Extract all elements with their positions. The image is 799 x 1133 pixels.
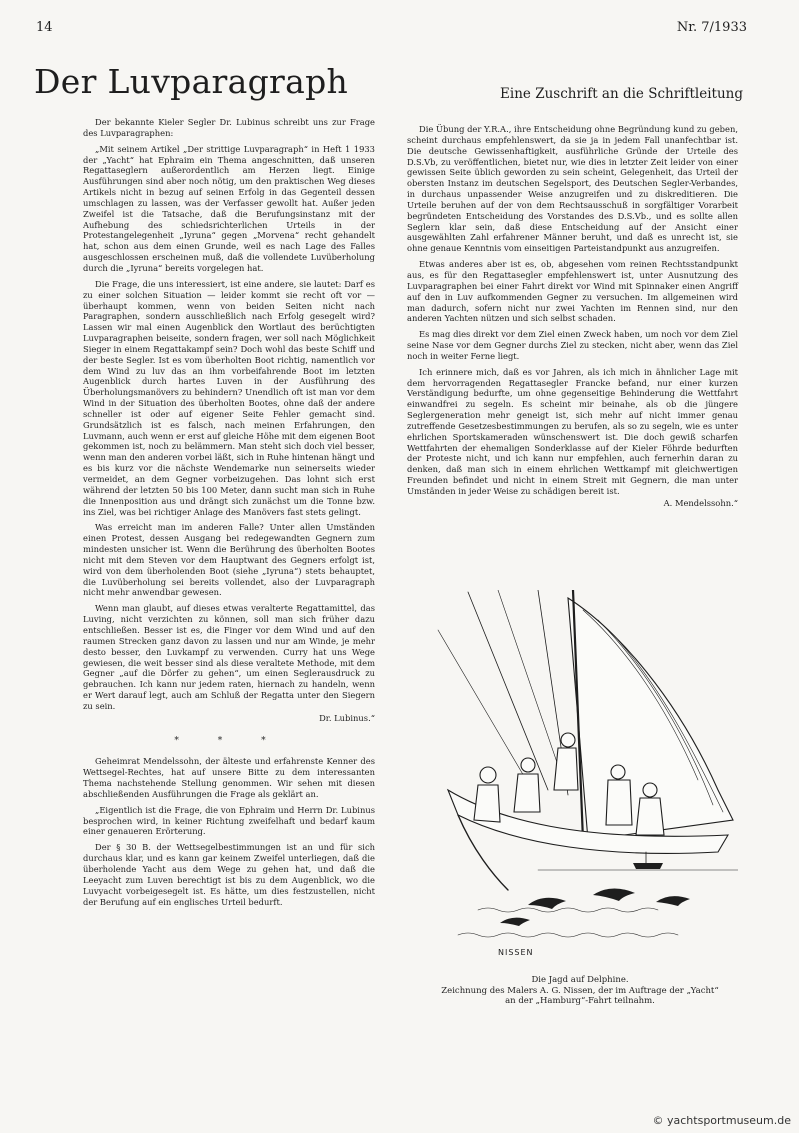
- paragraph: Der bekannte Kieler Segler Dr. Lubinus schreibt uns zur Frage des Luvparagraphen:: [83, 117, 375, 138]
- paragraph: Die Übung der Y.R.A., ihre Entscheidung ohne Begründung kund zu geben, scheint durchaus empfehlenswert, da sie ja in jedem Fall unanfechtbar ist. Die deutsche Gewissenhaftigkeit, ausführliche Gründe der Urteile des D.S.Vb, zu veröffentlichen, bietet nur, wie dies in letzter Zeit leider von einer gewissen Seite üblich geworden zu sein scheint, Gelegenheit, das Urteil der obersten Instanz im deutschen Segelsport, des Deutschen Segler-Verbandes, in durchaus unpassender Weise anzugreifen und zu diskreditieren. Die Urteile beruhen auf der von dem Rechtsausschuß in sorgfältiger Vorarbeit begründeten Entscheidung des Vorstandes des D.S.Vb., und es sollte allen Seglern klar sein, daß diese Entscheidung auf der Ansicht einer ausgewählten Zahl erfahrener Männer beruht, und daß es unrecht ist, sie ohne genaue Kenntnis vom einseitigen Parteistandpunkt aus anzugreifen.: [407, 124, 738, 254]
- artist-signature: NISSEN: [498, 948, 534, 957]
- paragraph: Der § 30 B. der Wettsegelbestimmungen ist an und für sich durchaus klar, und es kann gar keinem Zweifel unterliegen, daß die überholende Yacht aus dem Wege zu gehen hat, und daß die Leeyacht zum Luven berechtigt ist bis zu dem Augenblick, wo die Luvyacht vorbeigesegelt ist. Es hätte, um dies festzustellen, nicht der Berufung auf ein englisches Urteil bedurft.: [83, 842, 375, 907]
- dolphins-drawing: [500, 888, 690, 926]
- article-title: Der Luvparagraph: [34, 62, 349, 101]
- paragraph: Die Frage, die uns interessiert, ist eine andere, sie lautet: Darf es zu einer solchen Situation — leider kommt sie recht oft vor — überhaupt kommen, wenn von beiden Seiten nicht nach Paragraphen, sondern ausschließlich nach Erfolg gesegelt wird? Lassen wir mal einen Augenblick den Wortlaut des berüchtigten Luvparagraphen beiseite, sondern fragen, wer soll nach Möglichkeit Sieger in einem Regattakampf sein? Doch wohl das beste Schiff und der beste Segler. Ist es vom überholten Boot richtig, namentlich vor dem Wind zu luv das an ihm vorbeifahrende Boot im letzten Augenblick durch hartes Luven in der Ausführung des Überholungsmanövers zu behindern? Unendlich oft ist man vor dem Wind in der Situation des überholten Bootes, ohne daß der andere schneller ist oder auf eigener Seite Fehler gemacht sind. Grundsätzlich ist es falsch, nach meinen Erfahrungen, den Luvmann, auch wenn er erst auf gleiche Höhe mit dem eigenen Boot gekommen ist, noch zu belämmern. Man steht sich doch viel besser, wenn man den anderen vorbei läßt, sich in Ruhe hintenan hängt und es bis kurz vor die nächste Wendemarke nun seinerseits wieder vermeidet, an dem Gegner vorbeizugehen. Das lohnt sich erst während der letzten 50 bis 100 Meter, dann sucht man sich in Ruhe die Innenposition aus und drängt sich zunächst um die Tonne bzw. ins Ziel, was bei richtiger Anlage des Manövers fast stets gelingt.: [83, 278, 375, 517]
- paragraph: Ich erinnere mich, daß es vor Jahren, als ich mich in ähnlicher Lage mit dem hervorragenden Regattasegler Francke befand, nur einer kurzen Verständigung bedurfte, um ohne gegenseitige Behinderung die Wettfahrt einwandfrei zu segeln. Es scheint mir beinahe, als ob die jüngere Seglergeneration mehr geneigt ist, sich mehr auf nicht immer genau zutreffende Gesetzesbestimmungen zu berufen, als so zu segeln, wie es unter ehrlichen Sportskameraden wünschenswert ist. Die doch gewiß scharfen Wettfahrten der ehemaligen Sonderklasse auf der Kieler Föhrde bedurften der Proteste nicht, und ich kann nur empfehlen, auch fernerhin daran zu denken, daß man sich in einem ehrlichen Wettkampf mit gleichwertigen Freunden befindet und nicht in einem Streit mit Gegnern, die man unter Umständen in jeder Weise zu schädigen bereit ist.: [407, 366, 738, 496]
- issue-number: Nr. 7/1933: [676, 20, 747, 35]
- right-column: [407, 124, 738, 510]
- caption-title: Die Jagd auf Delphine.: [531, 975, 629, 985]
- paragraph: Etwas anderes aber ist es, ob, abgesehen vom reinen Rechtsstandpunkt aus, es für den Regattasegler empfehlenswert ist, unter Ausnutzung des Luvparagraphen bei einer Fahrt direkt vor Wind mit Spinnaker einen Angriff auf den in Luv aufkommenden Gegner zu versuchen. Im allgemeinen wird man dadurch, sofern nicht nur zwei Yachten im Rennen sind, nur den anderen Yachten nützen und sich selbst schaden.: [407, 259, 738, 324]
- illustration-caption: [420, 975, 740, 1007]
- paragraph: Es mag dies direkt vor dem Ziel einen Zweck haben, um noch vor dem Ziel seine Nase vor dem Gegner durchs Ziel zu stecken, nicht aber, wenn das Ziel noch in weiter Ferne liegt.: [407, 329, 738, 361]
- caption-line: an der „Hamburg“-Fahrt teilnahm.: [505, 996, 655, 1006]
- watermark: © yachtsportmuseum.de: [652, 1114, 791, 1127]
- paragraph: Wenn man glaubt, auf dieses etwas veralterte Regattamittel, das Luving, nicht verzichten zu können, soll man sich früher dazu entschließen. Besser ist es, die Finger vor dem Wind und auf den raumen Strecken ganz davon zu lassen und nur am Winde, je mehr desto besser, den Luvkampf zu verwenden. Curry hat uns Wege gewiesen, die weit besser sind als diese veraltete Methode, mit dem Gegner „auf die Dörfer zu gehen“, um einen Seglerausdruck zu gebrauchen. Ich kann nur jedem raten, hiernach zu handeln, wenn er Wert darauf legt, auch am Schluß der Regatta unter den Siegern zu sein.: [83, 603, 375, 711]
- paragraph: Was erreicht man im anderen Falle? Unter allen Umständen einen Protest, dessen Ausgang bei redegewandten Gegnern zum mindesten unsicher ist. Wenn die Berührung des überholten Bootes nicht mit dem Steven vor dem Hauptwant des Gegners erfolgt ist, wird von dem überholenden Boot (siehe „Iyruna“) stets behauptet, die Luvüberholung sei bereits vollendet, also der Luvparagraph nicht mehr anwendbar gewesen.: [83, 522, 375, 598]
- signature-mendelssohn: A. Mendelssohn.“: [663, 497, 738, 508]
- paragraph: „Mit seinem Artikel „Der strittige Luvparagraph“ in Heft 1 1933 der „Yacht“ hat Ephraim ein Thema angeschnitten, daß unseren Regattaseglern außerordentlich am Herzen liegt. Einige Ausführungen sind aber noch nötig, um den praktischen Weg dieses Artikels nicht in bezug auf seinen Erfolg in das Gegenteil dessen umschlagen zu lassen, was der Verfasser gewollt hat. Außer jeden Zweifel ist die Tatsache, daß die Berufungsinstanz mit der Aufhebung des schiedsrichterlichen Urteils in der Protestangelegenheit „Iyruna“ gegen „Morvena“ recht gehandelt hat, schon aus dem einen Grunde, weil es nach Lage des Falles ausgeschlossen erscheinen muß, daß die vollendete Luvüberholung durch die „Iyruna“ bereits vorgelegen hat.: [83, 143, 375, 273]
- page-number: 14: [36, 20, 53, 35]
- caption-line: Zeichnung des Malers A. G. Nissen, der im Auftrage der „Yacht“: [441, 985, 719, 996]
- paragraph: Geheimrat Mendelssohn, der älteste und erfahrenste Kenner des Wettsegel-Rechtes, hat auf unsere Bitte zu dem interessanten Thema nachstehende Stellung genommen. Wir sehen mit diesen abschließenden Ausführungen die Frage als geklärt an.: [83, 756, 375, 799]
- left-column: [83, 117, 375, 908]
- section-divider: * * *: [174, 735, 284, 746]
- sailing-illustration: [418, 590, 738, 965]
- article-subtitle: Eine Zuschrift an die Schriftleitung: [500, 86, 743, 102]
- signature-lubinus: Dr. Lubinus.“: [319, 712, 375, 723]
- paragraph: „Eigentlich ist die Frage, die von Ephraim und Herrn Dr. Lubinus besprochen wird, in keiner Richtung zweifelhaft und bedarf kaum einer genaueren Erörterung.: [83, 804, 375, 837]
